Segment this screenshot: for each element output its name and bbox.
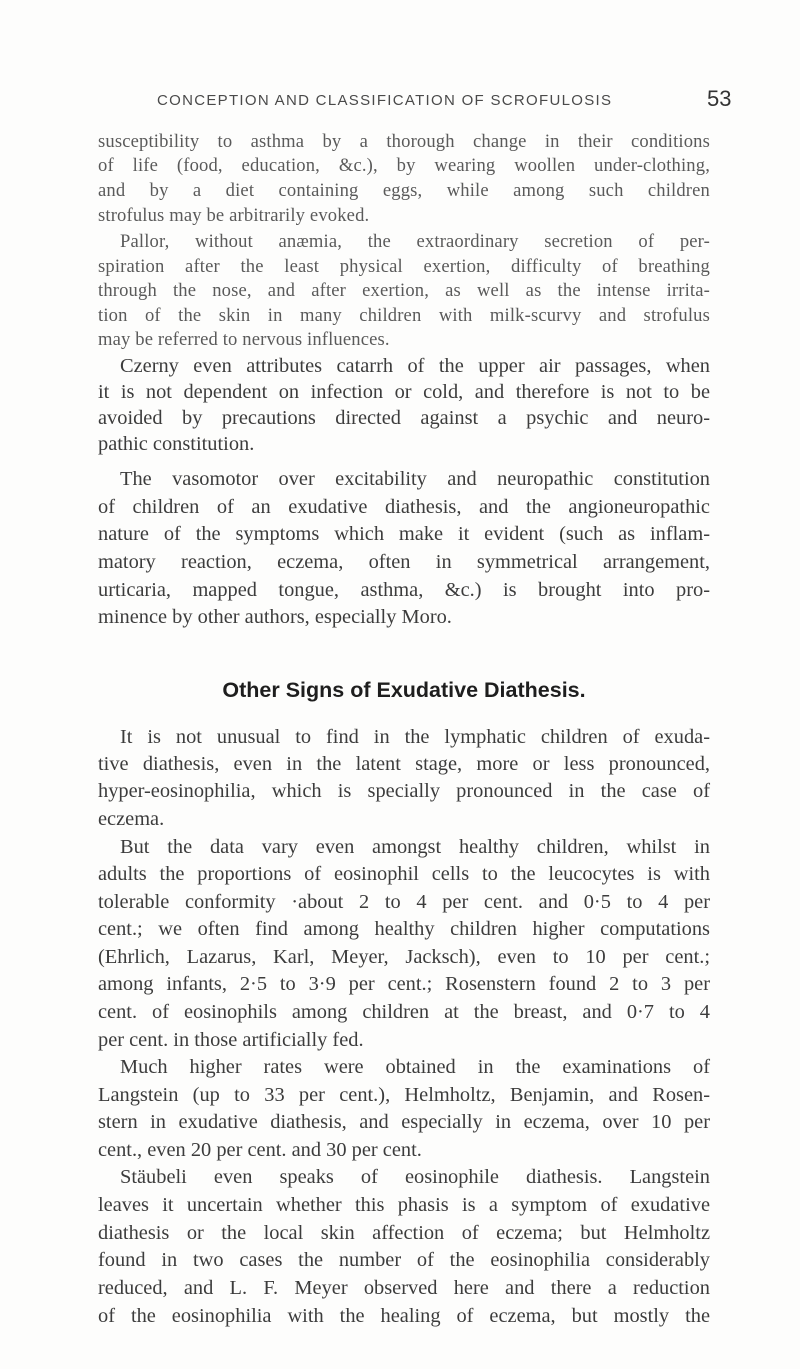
text-line: stern in exudative diathesis, and especially in eczema, over 10 per bbox=[98, 1111, 710, 1133]
text-line: nature of the symptoms which make it evident (such as inflam- bbox=[98, 523, 710, 545]
text-line: reduced, and L. F. Meyer observed here and there a reduction bbox=[98, 1277, 710, 1299]
text-line: It is not unusual to find in the lymphatic children of exuda- bbox=[120, 726, 710, 748]
text-line: Stäubeli even speaks of eosinophile diathesis. Langstein bbox=[120, 1166, 710, 1188]
text-line: tive diathesis, even in the latent stage, more or less pronounced, bbox=[98, 753, 710, 775]
text-line: per cent. in those artificially fed. bbox=[98, 1029, 364, 1051]
text-line: hyper-eosinophilia, which is specially pronounced in the case of bbox=[98, 780, 710, 802]
text-line: of life (food, education, &c.), by wearing woollen under-clothing, bbox=[98, 155, 710, 176]
running-head: CONCEPTION AND CLASSIFICATION OF SCROFULOSIS bbox=[157, 92, 613, 109]
text-line: strofulus may be arbitrarily evoked. bbox=[98, 205, 370, 226]
text-line: cent., even 20 per cent. and 30 per cent. bbox=[98, 1139, 422, 1161]
text-line: leaves it uncertain whether this phasis is a symptom of exudative bbox=[98, 1194, 710, 1216]
text-line: cent. of eosinophils among children at the breast, and 0·7 to 4 bbox=[98, 1001, 710, 1023]
text-line: adults the proportions of eosinophil cells to the leucocytes is with bbox=[98, 863, 710, 885]
text-line: eczema. bbox=[98, 808, 165, 830]
text-line: of the eosinophilia with the healing of eczema, but mostly the bbox=[98, 1305, 710, 1327]
page-number: 53 bbox=[707, 86, 732, 111]
text-line: spiration after the least physical exertion, difficulty of breathing bbox=[98, 256, 710, 277]
text-line: diathesis or the local skin affection of eczema; but Helmholtz bbox=[98, 1222, 710, 1244]
text-line: urticaria, mapped tongue, asthma, &c.) is brought into pro- bbox=[98, 579, 710, 601]
text-line: susceptibility to asthma by a thorough change in their conditions bbox=[98, 131, 710, 152]
section-heading: Other Signs of Exudative Diathesis. bbox=[222, 678, 586, 702]
text-line: But the data vary even amongst healthy children, whilst in bbox=[120, 836, 710, 858]
text-line: Langstein (up to 33 per cent.), Helmholtz, Benjamin, and Rosen- bbox=[98, 1084, 710, 1106]
text-line: among infants, 2·5 to 3·9 per cent.; Rosenstern found 2 to 3 per bbox=[98, 973, 710, 995]
text-line: Pallor, without anæmia, the extraordinary secretion of per- bbox=[120, 231, 710, 252]
text-line: tolerable conformity ·about 2 to 4 per cent. and 0·5 to 4 per bbox=[98, 891, 710, 913]
text-line: cent.; we often find among healthy children higher computations bbox=[98, 918, 710, 940]
text-line: matory reaction, eczema, often in symmetrical arrangement, bbox=[98, 551, 710, 573]
text-line: minence by other authors, especially Moro. bbox=[98, 606, 452, 628]
text-line: found in two cases the number of the eosinophilia considerably bbox=[98, 1249, 710, 1271]
text-line: Much higher rates were obtained in the examinations of bbox=[120, 1056, 710, 1078]
text-line: it is not dependent on infection or cold, and therefore is not to be bbox=[98, 381, 710, 403]
text-line: of children of an exudative diathesis, and the angioneuropathic bbox=[98, 496, 710, 518]
text-line: and by a diet containing eggs, while among such children bbox=[98, 180, 710, 201]
text-line: tion of the skin in many children with milk-scurvy and strofulus bbox=[98, 305, 710, 326]
text-line: (Ehrlich, Lazarus, Karl, Meyer, Jacksch), even to 10 per cent.; bbox=[98, 946, 710, 968]
text-line: pathic constitution. bbox=[98, 433, 255, 455]
text-line: avoided by precautions directed against a psychic and neuro- bbox=[98, 407, 710, 429]
text-line: may be referred to nervous influences. bbox=[98, 329, 390, 350]
text-line: The vasomotor over excitability and neuropathic constitution bbox=[120, 468, 710, 490]
text-line: Czerny even attributes catarrh of the upper air passages, when bbox=[120, 355, 710, 377]
text-line: through the nose, and after exertion, as well as the intense irrita- bbox=[98, 280, 710, 301]
